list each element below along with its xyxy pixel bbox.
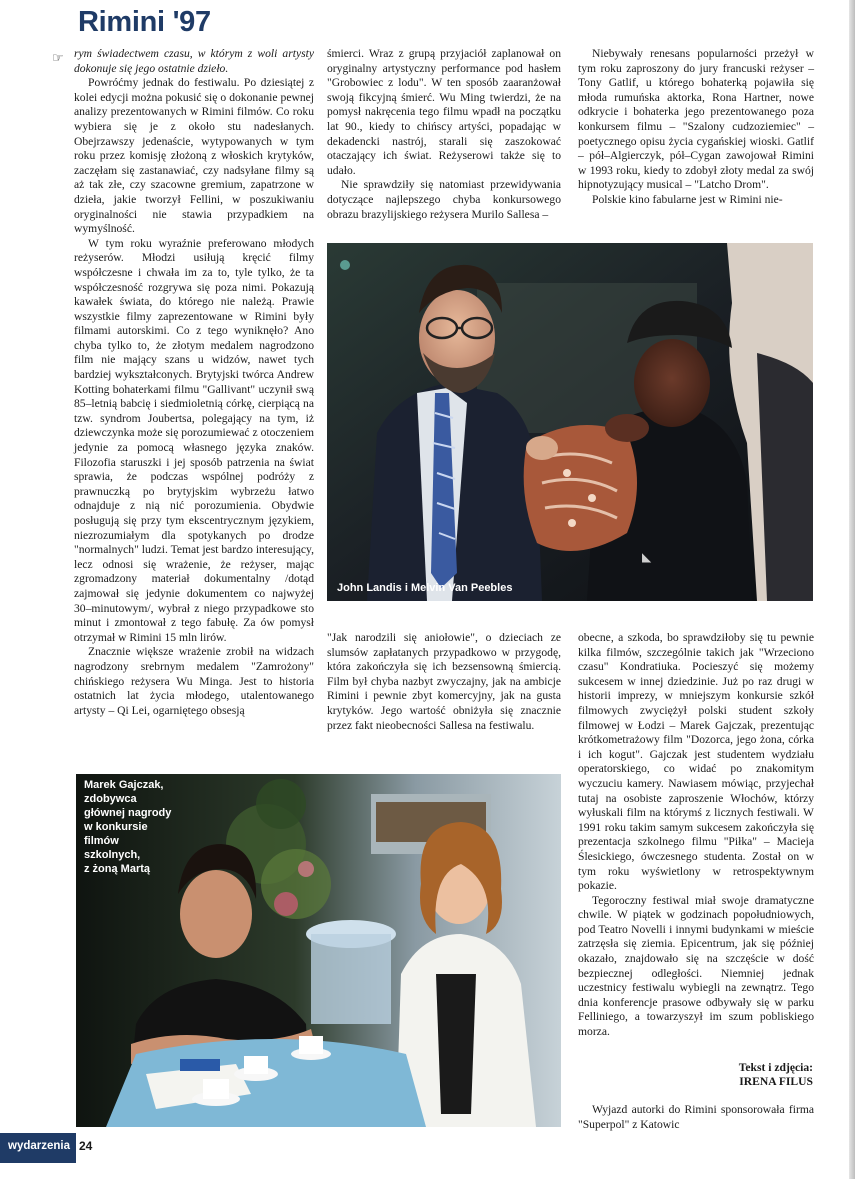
paragraph: śmierci. Wraz z grupą przyjaciół zaplanował on oryginalny artystyczny performance pod hasłem "Grobowiec z lodu". W ten sposób zaaranżował swoją fikcyjną śmierć. Wu Ming twierdzi, że na pomysł nakręcenia tego filmu wpadł na początku lat 90., kiedy to chińscy artyści, popadając w dekadencki nastrój, starali się zaszokować otaczający ich świat. Reżyserowi także się to udało. — [327, 47, 561, 177]
column-2-top — [327, 47, 561, 222]
bottom-photo-caption — [84, 778, 171, 876]
page-edge — [849, 0, 855, 1179]
paragraph: Niebywały renesans popularności przeżył w tym roku zaproszony do jury francuski reżyser – Tony Gatlif, u którego bohaterką pojawiła się młoda rumuńska aktorka, Rona Hartner, nowe odkrycie i bohaterka jego prezentowanego poza konkursem filmu – "Szalony cudzoziemiec" – poetycznego opisu życia cygańskiej wioski. Gatlif – pół–Algierczyk, pół–Cygan zawojował Rimini w 1993 roku, kiedy to zdobył złoty medal za swój hipnotyzujący musical – "Latcho Drom". — [578, 47, 814, 192]
credit-label: Tekst i zdjęcia: — [738, 1061, 813, 1074]
author-credit — [739, 1061, 813, 1089]
paragraph: "Jak narodzili się aniołowie", o dzieciach ze slumsów zapłatanych przypadkowo w przygodę, która zakończyła się ich bezsensowną śmiercią. Film był chyba nazbyt zwyczajny, jak na ambicje Rimini i pewnie zbyt komercyjny, jak na gusta krytyków. Jego wartość obniżyła się znacznie przez fakt nieobecności Sallesa na festiwalu. — [327, 631, 561, 732]
paragraph: Tegoroczny festiwal miał swoje dramatyczne chwile. W piątek w godzinach popołudniowych, pod Teatro Novelli i innymi budynkami w mieście zatrzęsła się ziemia. Epicentrum, jak się później okazało, znajdowało się na szczęście w dość bezpiecznej odległości. Niemniej jednak uczestnicy festiwalu wybiegli na zewnątrz. Tego dnia konferencje prasowe odbywały się w parku Felliniego, a towarzyszył im szum pobliskiego morza. — [578, 893, 814, 1039]
paragraph: Nie sprawdziły się natomiast przewidywania dotyczące najlepszego chyba konkursowego obrazu brazylijskiego reżysera Murilo Sallesa – — [327, 178, 561, 221]
sponsor-note: Wyjazd autorki do Rimini sponsorowała firma "Superpol" z Katowic — [578, 1103, 814, 1131]
caption-line: zdobywca — [84, 793, 137, 805]
caption-line: filmów — [84, 835, 119, 847]
paragraph: obecne, a szkoda, bo sprawdziłoby się tu pewnie kilka filmów, szczególnie takich jak "Wrzeciono czasu" Kondratiuka. Pocieszyć się możemy sukcesem w innej dziedzinie. Już po raz drugi w historii imprezy, w mniejszym konkursie szkół filmowych zwyciężył polski student szkoły filmowej w Łodzi – Marek Gajczak, prezentując krótkometrażowy film "Dozorca, jego żona, córka i ich kogut". Gajczak jest studentem wydziału operatorskiego, co widać po znakomitym wyczuciu kamery. Nawiasem mówiąc, przyjechał tutaj na osobiste zaproszenie Włochów, którzy wyłuskali film na którymś z licznych festiwali. W 1991 roku takim samym sukcesem zakończyła się prezentacja szkolnego filmu "Piłka" – Macieja Ślesickiego, ówczesnego studenta. Został on w tym roku wyświetlony w retrospektywnym pokazie. — [578, 631, 814, 893]
caption-line: szkolnych, — [84, 849, 141, 861]
paragraph: Polskie kino fabularne jest w Rimini nie- — [592, 192, 783, 206]
paragraph: Znacznie większe wrażenie zrobił na widzach nagrodzony srebrnym medalem "Zamrożony" chińskiego reżysera Wu Minga. Jest to historia ostatnich lat życia młodego, utalentowanego artysty – Qi Lei, ogarniętego obsesją — [74, 645, 314, 717]
top-photo-caption: John Landis i Melvin Van Peebles — [337, 582, 513, 594]
paragraph: Powróćmy jednak do festiwalu. Po dziesiątej z kolei edycji można pokusić się o dokonanie pewnej analizy prezentowanych w Rimini filmów. Co roku wybiera się je z około stu nadesłanych. Obejrzawszy jedenaście, wytypowanych w tym roku przez komisję złożoną z włoskich krytyków, zaczęłam się zastanawiać, czy nadsyłane filmy są aż tak złe, czy szacowne gremium, zapatrzone w dzieła, jakie tworzył Fellini, w poszukiwaniu oryginalności nie stawia przypadkiem na wymyślność. — [74, 76, 314, 236]
page-number: 24 — [79, 1139, 93, 1153]
photo-illustration — [327, 243, 813, 601]
column-1 — [74, 47, 314, 718]
photo-gajczak — [76, 774, 561, 1127]
column-3-bottom — [578, 631, 814, 1040]
hand-pointer-icon: ☞ — [52, 51, 64, 66]
caption-line: głównej nagrody — [84, 807, 172, 819]
column-3-top — [578, 47, 814, 208]
paragraph: W tym roku wyraźnie preferowano młodych reżyserów. Młodzi usiłują kręcić filmy współczesne i chwała im za to, tyle tylko, że ta współczesność rozgrywa się poza nimi. Pokazują kawałek świata, do którego nie należą. Prawie wszystkie filmy zaprezentowane w Rimini były filmami autorskimi. Co z tego wyniknęło? Ano chyba tylko to, że złotym medalem nagrodzono film nie mający szans u widzów, nawet tych bardziej wykształconych. Brytyjski twórca Andrew Kotting bohaterkami filmu "Gallivant" uczynił swą 85–letnią babcię i siedmioletnią córkę, cierpiącą na tzw. syndrom Joubertsa, polegający na tym, iż dziewczynka może się porozumiewać z otoczeniem jedynie za pomocą własnego języka znaków. Filozofia staruszki i jej sposób patrzenia na świat sprawia, że podczas wspólnej podróży z prawnuczką po brytyjskim wybrzeżu łatwo odnajduje z nią nić porozumienia. Obydwie posługują się przy tym ekscentrycznym językiem, niezrozumiałym dla spotykanych po drodze "normalnych" ludzi. Temat jest bardzo interesujący, lecz odnosi się wrażenie, że reżyser, mając zgromadzony materiał dokumentalny /dotąd zajmował się jedynie dokumentem co najwyżej 30–minutowym/, wybrał z niego przypadkowe sto minut i zmontował z tego fabułę. Za ów pomysł otrzymał w Rimini 15 mln lirów. — [74, 236, 314, 644]
article-title: Rimini '97 — [78, 6, 211, 38]
caption-line: Marek Gajczak, — [84, 779, 164, 791]
lead-paragraph: rym świadectwem czasu, w którym z woli artysty dokonuje się jego ostatnie dzieło. — [74, 47, 314, 75]
credit-author: IRENA FILUS — [739, 1075, 813, 1088]
caption-line: z żoną Martą — [84, 863, 151, 875]
column-2-bottom — [327, 631, 561, 733]
svg-text:◣: ◣ — [642, 550, 652, 564]
caption-line: w konkursie — [84, 821, 148, 833]
section-label: wydarzenia — [8, 1140, 70, 1152]
photo-landis-van-peebles — [327, 243, 813, 601]
